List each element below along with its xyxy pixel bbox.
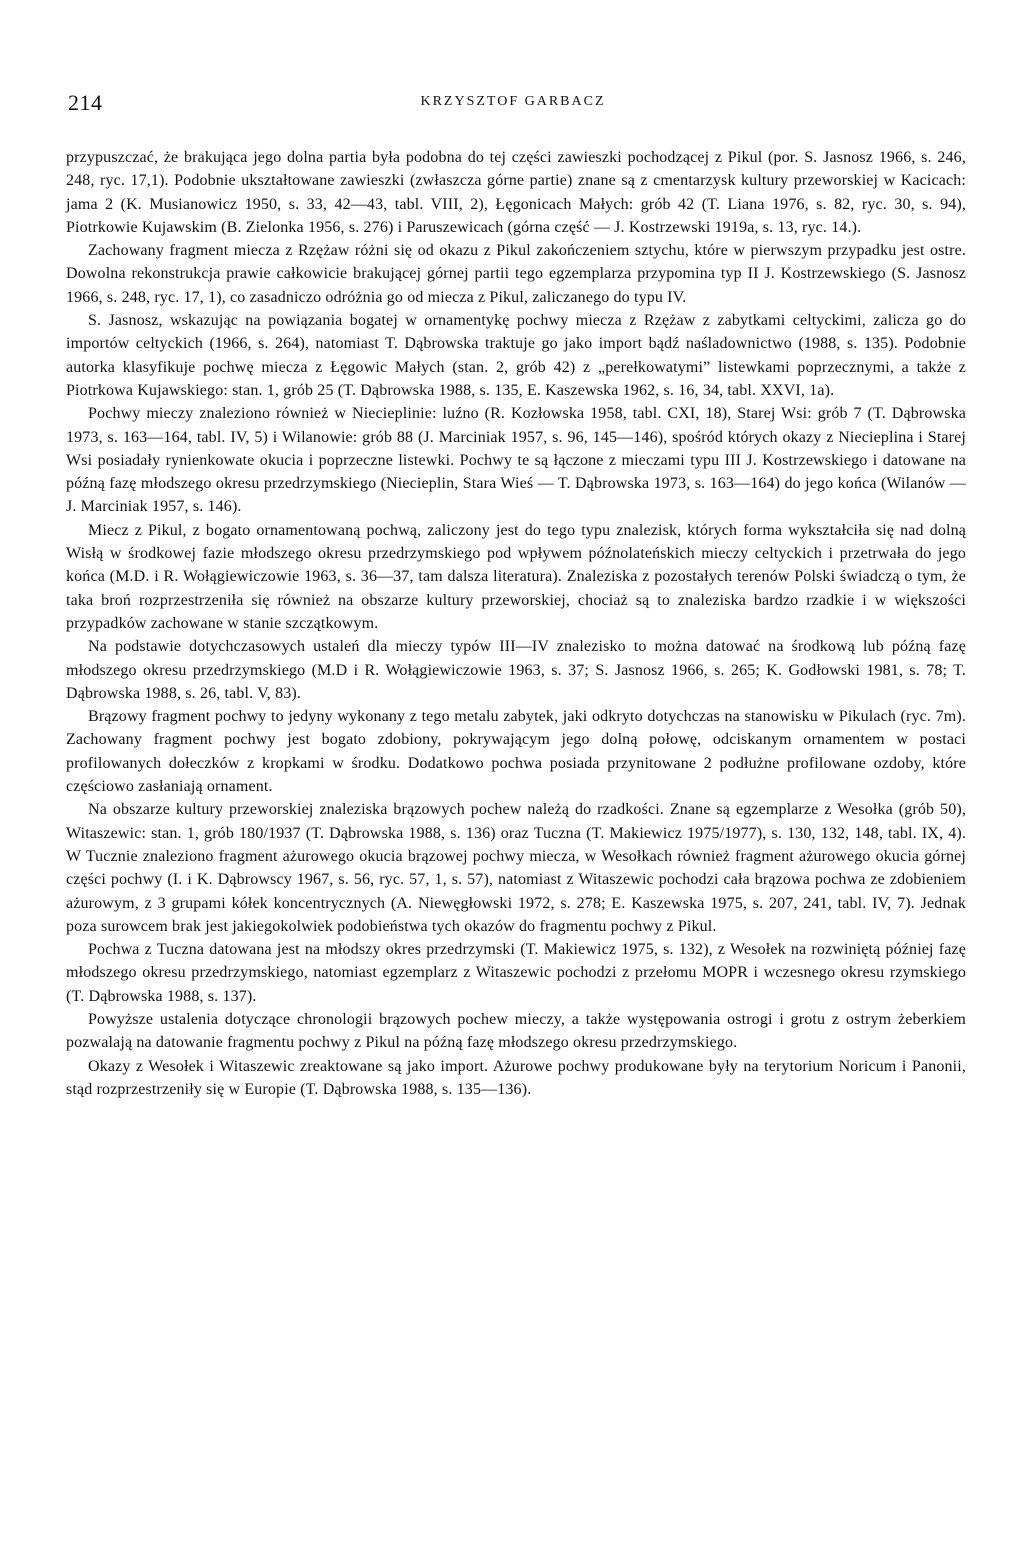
paragraph: Okazy z Wesołek i Witaszewic zreaktowane są jako import. Ażurowe pochwy produkowane były na terytorium Noricum i Panonii, stąd rozprzestrzeniły się w Europie (T. Dąbrowska 1988, s. 135—136). — [66, 1057, 966, 1098]
paragraph: Na obszarze kultury przeworskiej znaleziska brązowych pochew należą do rzadkości. Znane są egzemplarze z Wesołka (grób 50), Witaszewic: stan. 1, grób 180/1937 (T. Dąbrowska 1988, s. 136) oraz Tuczna (T. Makiewicz 1975/1977), s. 130, 132, 148, tabl. IX, 4). W Tucznie znaleziono fragment ażurowego okucia brązowej pochwy miecza, w Wesołkach również fragment ażurowego okucia górnej części pochwy (I. i K. Dąbrowscy 1967, s. 56, ryc. 57, 1, s. 57), natomiast z Witaszewic pochodzi cała brązowa pochwa ze zdobieniem ażurowym, z 3 grupami kółek koncentrycznych (A. Niewęgłowski 1972, s. 278; E. Kaszewska 1975, s. 207, 241, tabl. IV, 7). Jednak poza surowcem brak jest jakiegokolwiek podobieństwa tych okazów do fragmentu pochwy z Pikul. — [66, 801, 966, 935]
paragraph: Powyższe ustalenia dotyczące chronologii brązowych pochew mieczy, a także występowania ostrogi i grotu z ostrym żeberkiem pozwalają na datowanie fragmentu pochwy z Pikul na późną fazę młodszego okresu przedrzymskiego. — [66, 1010, 966, 1052]
paragraph: Brązowy fragment pochwy to jedyny wykonany z tego metalu zabytek, jaki odkryto dotychczas na stanowisku w Pikulach (ryc. 7m). Zachowany fragment pochwy jest bogato zdobiony, pokrywającym jego dolną połowę, odciskanym ornamentem w postaci profilowanych dołeczków z kropkami w środku. Dodatkowo pochwa posiada przynitowane 2 podłużne profilowane ozdoby, które częściowo zasłaniają ornament. — [66, 708, 966, 796]
running-head: KRZYSZTOF GARBACZ — [420, 94, 606, 109]
body-text — [66, 146, 966, 1101]
paragraph: S. Jasnosz, wskazując na powiązania bogatej w ornamentykę pochwy miecza z Rzężaw z zabytkami celtyckimi, zalicza go do importów celtyckich (1966, s. 264), natomiast T. Dąbrowska traktuje go jako import bądź naśladownictwo (1988, s. 135). Podobnie autorka klasyfikuje pochwę miecza z Łęgowic Małych (stan. 2, grób 42) z „perełkowatymi” listewkami poprzecznymi, a także z Piotrkowa Kujawskiego: stan. 1, grób 25 (T. Dąbrowska 1988, s. 135, E. Kaszewska 1962, s. 16, 34, tabl. XXVI, 1a). — [66, 312, 966, 399]
paragraph: Zachowany fragment miecza z Rzężaw różni się od okazu z Pikul zakończeniem sztychu, które w pierwszym przypadku jest ostre. Dowolna rekonstrukcja prawie całkowicie brakującej górnej partii tego egzemplarza przypomina typ II J. Kostrzewskiego (S. Jasnosz 1966, s. 248, ryc. 17, 1), co zasadniczo odróżnia go od miecza z Pikul, zaliczanego do typu IV. — [66, 242, 966, 306]
page-header — [68, 90, 958, 120]
paragraph-continued: przypuszczać, że brakująca jego dolna partia była podobna do tej części zawieszki pochodzącej z Pikul (por. S. Jasnosz 1966, s. 246, 248, ryc. 17,1). Podobnie ukształtowane zawieszki (zwłaszcza górne partie) znane są z cmentarzysk kultury przeworskiej w Kacicach: jama 2 (K. Musianowicz 1950, s. 33, 42—43, tabl. VIII, 2), Łęgonicach Małych: grób 42 (T. Liana 1976, s. 82, ryc. 30, s. 94), Piotrkowie Kujawskim (B. Zielonka 1956, s. 276) i Paruszewicach (górna część — J. Kostrzewski 1919a, s. 13, ryc. 14.). — [66, 149, 966, 236]
paragraph: Na podstawie dotychczasowych ustaleń dla mieczy typów III—IV znalezisko to można datować na środkową lub późną fazę młodszego okresu przedrzymskiego (M.D i R. Wołągiewiczowie 1963, s. 37; S. Jasnosz 1966, s. 265; K. Godłowski 1981, s. 78; T. Dąbrowska 1988, s. 26, tabl. V, 83). — [66, 638, 966, 702]
page-number: 214 — [68, 90, 103, 115]
paragraph: Pochwy mieczy znaleziono również w Niecieplinie: luźno (R. Kozłowska 1958, tabl. CXI, 18), Starej Wsi: grób 7 (T. Dąbrowska 1973, s. 163—164, tabl. IV, 5) i Wilanowie: grób 88 (J. Marciniak 1957, s. 96, 145—146), spośród których okazy z Niecieplina i Starej Wsi posiadały rynienkowate okucia i poprzeczne listewki. Pochwy te są łączone z mieczami typu III J. Kostrzewskiego i datowane na późną fazę młodszego okresu przedrzymskiego (Niecieplin, Stara Wieś — T. Dąbrowska 1973, s. 163—164) do jego końca (Wilanów — J. Marciniak 1957, s. 146). — [66, 405, 966, 516]
paragraph: Miecz z Pikul, z bogato ornamentowaną pochwą, zaliczony jest do tego typu znalezisk, których forma wykształciła się nad dolną Wisłą w środkowej fazie młodszego okresu przedrzymskiego pod wpływem późnolateńskich mieczy celtyckich i przetrwała do jego końca (M.D. i R. Wołągiewiczowie 1963, s. 36—37, tam dalsza literatura). Znaleziska z pozostałych terenów Polski świadczą o tym, że taka broń rozprzestrzeniła się również na obszarze kultury przeworskiej, chociaż są to znaleziska bardzo rzadkie i w większości przypadków zachowane w stanie szczątkowym. — [66, 521, 966, 632]
paragraph: Pochwa z Tuczna datowana jest na młodszy okres przedrzymski (T. Makiewicz 1975, s. 132), z Wesołek na rozwiniętą później fazę młodszego okresu przedrzymskiego, natomiast egzemplarz z Witaszewic pochodzi z przełomu MOPR i wczesnego okresu rzymskiego (T. Dąbrowska 1988, s. 137). — [66, 941, 966, 1005]
